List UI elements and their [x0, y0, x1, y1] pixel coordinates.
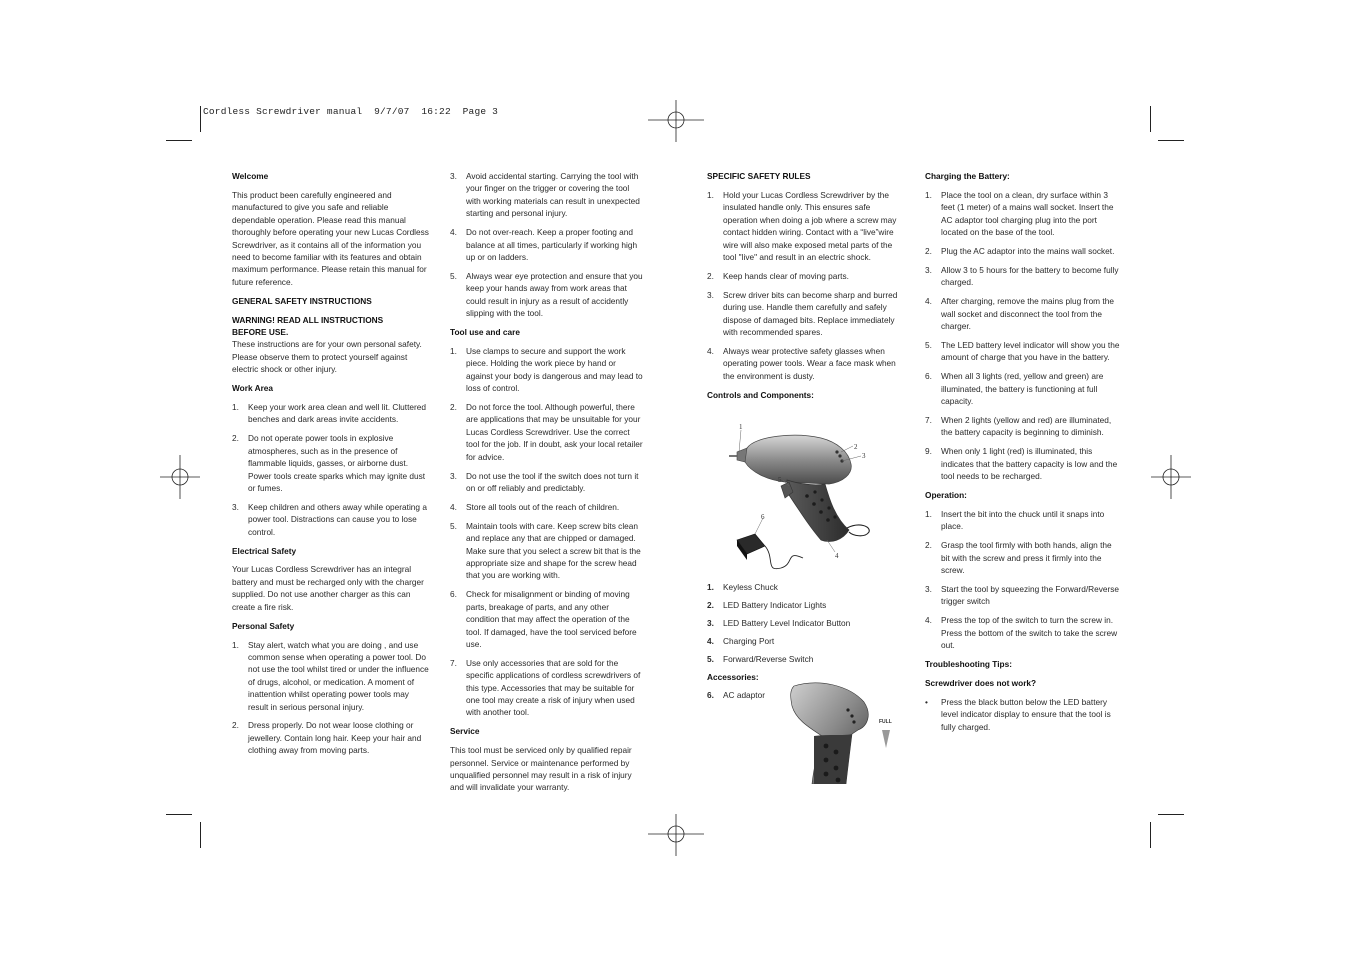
charging-list: [925, 189, 1121, 483]
list-item: 2. Keep hands clear of moving parts.: [707, 270, 849, 281]
list-item: 3. Allow 3 to 5 hours for the battery to become fully charged.: [925, 264, 1119, 288]
specific-safety-list: [707, 189, 903, 382]
list-item: 6. AC adaptor: [707, 690, 765, 701]
list-item: 3. Start the tool by squeezing the Forward/Reverse trigger switch: [925, 583, 1120, 607]
crop-mark: [1150, 822, 1151, 848]
registration-mark-icon: [1151, 455, 1191, 499]
diagram-label: 4: [835, 552, 839, 560]
warning-heading-line-2: BEFORE USE.: [232, 326, 289, 337]
battery-full-label: FULL: [879, 719, 892, 725]
operation-heading: Operation:: [925, 490, 967, 501]
list-item: 5. Always wear eye protection and ensure that you keep your hands away from work areas that could result in injury as a result of accidently slipping with the tool.: [450, 270, 643, 319]
list-item: 3. Do not use the tool if the switch does not turn it on or off reliably and predictably.: [450, 470, 639, 493]
warning-text: These instructions are for your own personal safety. Please observe them to protect yourself against electric shock or other injury.: [232, 339, 422, 375]
diagram-label: 1: [739, 423, 743, 431]
accessories-heading: Accessories:: [707, 671, 759, 682]
column-1: [232, 170, 430, 763]
crop-mark: [1150, 106, 1151, 132]
registration-mark-icon: [648, 100, 704, 142]
list-item: 4. Store all tools out of the reach of children.: [450, 501, 620, 512]
list-item: 1. Use clamps to secure and support the work piece. Holding the work piece by hand or against your body is dangerous and may lead to loss of control.: [450, 345, 643, 394]
crop-mark: [1158, 140, 1184, 141]
print-slug: Cordless Screwdriver manual 9/7/07 16:22 Page 3: [203, 106, 499, 117]
specific-safety-heading: SPECIFIC SAFETY RULES: [707, 171, 811, 181]
registration-mark-icon: [648, 814, 704, 856]
service-text: This tool must be serviced only by qualified repair personnel. Service or maintenance performed by unqualified personnel may result in a risk of injury and will invalidate your warranty.: [450, 745, 632, 793]
list-item: 9. When only 1 light (red) is illuminated, this indicates that the battery capacity is low and the tool needs to be recharged.: [925, 446, 1118, 482]
service-heading: Service: [450, 726, 480, 737]
list-item: 6. Check for misalignment or binding of moving parts, breakage of parts, and any other condition that may affect the operation of the tool. If damaged, have the tool serviced before use.: [450, 589, 637, 649]
crop-mark: [200, 822, 201, 848]
list-item: 2. Grasp the tool firmly with both hands, align the bit with the screw and press it firmly into the screw.: [925, 540, 1112, 576]
list-item: 5. The LED battery level indicator will show you the amount of charge that you have in the battery.: [925, 339, 1120, 363]
diagram-label: 5: [778, 476, 782, 484]
list-item: 4. Do not over-reach. Keep a proper footing and balance at all times, particularly if working high up or on ladders.: [450, 227, 638, 262]
list-item: 4. Press the top of the switch to turn the screw in. Press the bottom of the switch to take the screw out.: [925, 615, 1118, 651]
crop-mark: [1158, 814, 1184, 815]
tool-use-heading: Tool use and care: [450, 326, 520, 337]
list-item: 2. Dress properly. Do not wear loose clothing or jewellery. Contain long hair. Keep your hair and clothing away from moving parts.: [232, 720, 422, 756]
crop-mark: [166, 140, 192, 141]
operation-list: [925, 508, 1121, 652]
list-item: 1. Keyless Chuck: [707, 582, 778, 592]
welcome-text: This product been carefully engineered and manufactured to give you safe and reliable dependable operation. Please read this manual thoroughly before operating your new Lucas Cordless Screwdriver, as it contains all of the information you need to become familiar with its features and obtain maximum performance. Please retain this manual for future reference.: [232, 189, 429, 287]
list-item: 2. LED Battery Indicator Lights: [707, 599, 827, 610]
screwdriver-photo: [790, 680, 902, 784]
troubleshooting-list: [925, 696, 1121, 733]
list-item: 2. Do not operate power tools in explosive atmospheres, such as in the presence of flammable liquids, gasses, or airborne dust. Power tools create sparks which may ignite dust or fumes.: [232, 433, 426, 493]
list-item: 1. Stay alert, watch what you are doing , and use common sense when operating a power tool. Do not use the tool whilst tired or under the influence of drugs, alcohol, or medication. A moment of inattention whilst operating power tools may result in serious personal injury.: [232, 639, 429, 712]
diagram-label: 3: [862, 452, 866, 460]
work-area-heading: Work Area: [232, 383, 274, 394]
not-work-heading: Screwdriver does not work?: [925, 677, 1037, 688]
list-item: 7. When 2 lights (yellow and red) are illuminated, the battery capacity is beginning to diminish.: [925, 415, 1112, 438]
list-item: 2. Do not force the tool. Although powerful, there are applications that may be unsuitable for your Lucas Cordless Screwdriver. Use the correct tool for the job. If in doubt, ask your local retailer for advice.: [450, 402, 643, 462]
list-item: 4. After charging, remove the mains plug from the wall socket and disconnect the tool from the charger.: [925, 296, 1114, 332]
troubleshooting-heading: Troubleshooting Tips:: [925, 659, 1012, 669]
registration-mark-icon: [160, 455, 200, 499]
screwdriver-diagram: [725, 422, 875, 577]
list-item: • Press the black button below the LED battery level indicator display to ensure that the tool is fully charged.: [925, 696, 1111, 732]
list-item: 1. Keep your work area clean and well lit. Cluttered benches and dark areas invite accidents.: [232, 402, 427, 425]
list-item: 2. Plug the AC adaptor into the mains wall socket.: [925, 246, 1115, 257]
column-2: [450, 170, 644, 800]
list-item: 4. Charging Port: [707, 635, 775, 646]
personal-safety-heading: Personal Safety: [232, 620, 295, 631]
components-list: [707, 581, 897, 665]
tool-use-list: [450, 345, 644, 719]
warning-heading-line-1: WARNING! READ ALL INSTRUCTIONS: [232, 314, 384, 325]
column-3: [707, 170, 903, 408]
welcome-heading: Welcome: [232, 171, 269, 181]
list-item: 1. Place the tool on a clean, dry surface within 3 feet (1 meter) of a mains wall socket. Insert the AC adaptor tool charging plug into the port located on the base of the tool.: [925, 189, 1114, 238]
list-item: 3. Screw driver bits can become sharp and burred during use. Handle them carefully and safely dispose of damaged bits. Replace immediately with recommended spares.: [707, 289, 898, 337]
list-item: 1. Hold your Lucas Cordless Screwdriver by the insulated handle only. This ensures safe operation when doing a job where a screw may contact hidden wiring. Contact with a “live”wire wire will also make exposed metal parts of the tool "live" and result in an electric shock.: [707, 189, 897, 262]
crop-mark: [166, 814, 192, 815]
diagram-label: 2: [854, 443, 858, 451]
personal-safety-list-continued: [450, 170, 644, 319]
list-item: 3. Avoid accidental starting. Carrying the tool with your finger on the trigger or covering the tool with working materials can result in unexpected starting and personal injury.: [450, 171, 640, 219]
list-item: 7. Use only accessories that are sold for the specific applications of cordless screwdrivers of this type. Accessories that may be suitable for one tool may create a risk of injury when used with another tool.: [450, 657, 641, 718]
list-item: 5. Forward/Reverse Switch: [707, 653, 814, 664]
electrical-safety-text: Your Lucas Cordless Screwdriver has an integral battery and must be recharged only with the charger supplied. Do not use another charger as this can create a fire risk.: [232, 564, 424, 612]
list-item: 1. Insert the bit into the chuck until it snaps into place.: [925, 508, 1105, 532]
column-4: [925, 170, 1121, 740]
controls-heading: Controls and Components:: [707, 389, 814, 400]
list-item: 5. Maintain tools with care. Keep screw bits clean and replace any that are chipped or damaged. Make sure that you select a screw bit that is the appropriate size and shape for the screw head that you are working with.: [450, 520, 641, 581]
electrical-safety-heading: Electrical Safety: [232, 545, 297, 556]
list-item: 3. Keep children and others away while operating a power tool. Distractions can cause you to lose control.: [232, 501, 427, 537]
diagram-label: 6: [761, 513, 765, 521]
work-area-list: [232, 401, 430, 538]
crop-mark: [200, 106, 201, 132]
list-item: 4. Always wear protective safety glasses when operating power tools. Wear a face mask when the environment is dusty.: [707, 345, 896, 381]
general-safety-heading: GENERAL SAFETY INSTRUCTIONS: [232, 295, 372, 306]
list-item: 6. When all 3 lights (red, yellow and green) are illuminated, the battery is functioning at full capacity.: [925, 371, 1104, 407]
list-item: 3. LED Battery Level Indicator Button: [707, 617, 851, 628]
charging-heading: Charging the Battery:: [925, 171, 1010, 181]
personal-safety-list: [232, 639, 430, 757]
